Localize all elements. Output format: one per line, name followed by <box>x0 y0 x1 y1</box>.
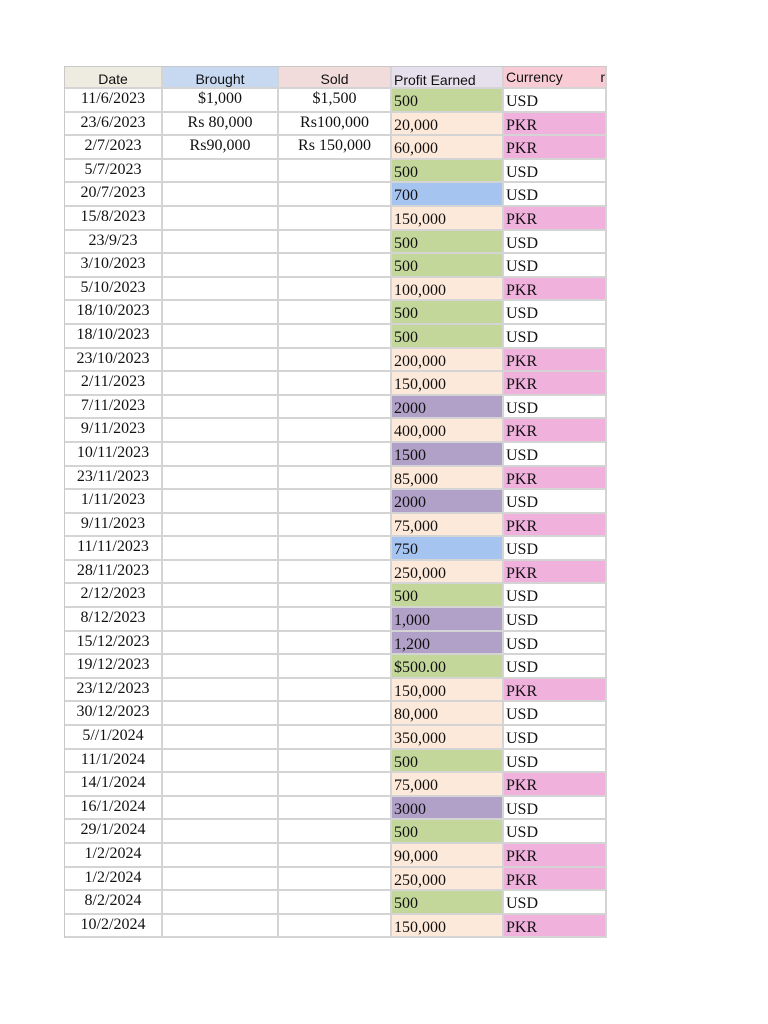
cell-currency[interactable]: USD <box>504 396 607 418</box>
cell-brought[interactable] <box>163 915 279 937</box>
cell-sold[interactable] <box>279 325 392 347</box>
cell-profit-earned[interactable]: 100,000 <box>392 278 504 300</box>
cell-currency[interactable]: PKR <box>504 113 607 135</box>
cell-date[interactable]: 11/6/2023 <box>65 89 163 111</box>
cell-profit-earned[interactable]: 400,000 <box>392 419 504 441</box>
cell-currency[interactable]: PKR <box>504 561 607 583</box>
cell-profit-earned[interactable]: 500 <box>392 254 504 276</box>
cell-brought[interactable] <box>163 301 279 323</box>
cell-brought[interactable] <box>163 632 279 654</box>
cell-date[interactable]: 18/10/2023 <box>65 325 163 347</box>
header-row <box>65 66 607 89</box>
cell-sold[interactable]: Rs100,000 <box>279 113 392 135</box>
header-profit-earned[interactable]: Profit Earned <box>392 67 504 87</box>
cell-date[interactable]: 23/10/2023 <box>65 349 163 371</box>
cell-currency[interactable]: USD <box>504 490 607 512</box>
cell-currency[interactable]: USD <box>504 891 607 913</box>
header-truncated-next-column: r <box>600 69 605 85</box>
table-row <box>65 183 607 207</box>
cell-brought[interactable] <box>163 891 279 913</box>
table-row <box>65 561 607 585</box>
cell-date[interactable]: 7/11/2023 <box>65 396 163 418</box>
cell-currency[interactable]: USD <box>504 632 607 654</box>
spreadsheet-table <box>64 66 607 938</box>
cell-sold[interactable] <box>279 844 392 866</box>
table-row <box>65 726 607 750</box>
table-row <box>65 537 607 561</box>
cell-sold[interactable] <box>279 254 392 276</box>
cell-sold[interactable] <box>279 561 392 583</box>
cell-currency[interactable]: PKR <box>504 844 607 866</box>
cell-brought[interactable]: Rs90,000 <box>163 136 279 158</box>
cell-sold[interactable] <box>279 278 392 300</box>
cell-profit-earned[interactable]: 85,000 <box>392 467 504 489</box>
cell-date[interactable]: 23/6/2023 <box>65 113 163 135</box>
cell-brought[interactable] <box>163 349 279 371</box>
cell-profit-earned[interactable]: 75,000 <box>392 773 504 795</box>
cell-currency[interactable]: PKR <box>504 514 607 536</box>
table-row <box>65 372 607 396</box>
cell-profit-earned[interactable]: 500 <box>392 89 504 111</box>
cell-brought[interactable] <box>163 467 279 489</box>
cell-brought[interactable]: Rs 80,000 <box>163 113 279 135</box>
cell-currency[interactable]: USD <box>504 183 607 205</box>
cell-brought[interactable] <box>163 160 279 182</box>
cell-brought[interactable] <box>163 868 279 890</box>
cell-profit-earned[interactable]: 150,000 <box>392 207 504 229</box>
cell-sold[interactable] <box>279 891 392 913</box>
cell-sold[interactable] <box>279 608 392 630</box>
cell-sold[interactable]: Rs 150,000 <box>279 136 392 158</box>
cell-profit-earned[interactable]: 500 <box>392 301 504 323</box>
table-row <box>65 325 607 349</box>
cell-profit-earned[interactable]: 3000 <box>392 797 504 819</box>
cell-currency[interactable]: PKR <box>504 372 607 394</box>
cell-date[interactable]: 28/11/2023 <box>65 561 163 583</box>
table-row <box>65 419 607 443</box>
table-row <box>65 750 607 774</box>
table-row <box>65 89 607 113</box>
table-row <box>65 113 607 137</box>
cell-brought[interactable] <box>163 419 279 441</box>
cell-profit-earned[interactable]: 1500 <box>392 443 504 465</box>
cell-date[interactable]: 14/1/2024 <box>65 773 163 795</box>
cell-date[interactable]: 30/12/2023 <box>65 702 163 724</box>
cell-currency[interactable]: USD <box>504 608 607 630</box>
table-row <box>65 844 607 868</box>
cell-date[interactable]: 16/1/2024 <box>65 797 163 819</box>
table-row <box>65 349 607 373</box>
cell-brought[interactable] <box>163 679 279 701</box>
table-row <box>65 396 607 420</box>
cell-sold[interactable] <box>279 726 392 748</box>
table-row <box>65 915 607 939</box>
cell-profit-earned[interactable]: 250,000 <box>392 868 504 890</box>
cell-sold[interactable] <box>279 915 392 937</box>
table-row <box>65 278 607 302</box>
cell-sold[interactable] <box>279 396 392 418</box>
cell-profit-earned[interactable]: 150,000 <box>392 915 504 937</box>
cell-brought[interactable] <box>163 584 279 606</box>
cell-profit-earned[interactable]: 1,000 <box>392 608 504 630</box>
cell-currency[interactable]: USD <box>504 726 607 748</box>
cell-brought[interactable] <box>163 372 279 394</box>
cell-date[interactable]: 1/11/2023 <box>65 490 163 512</box>
cell-brought[interactable] <box>163 820 279 842</box>
cell-sold[interactable] <box>279 868 392 890</box>
cell-currency[interactable]: PKR <box>504 207 607 229</box>
cell-profit-earned[interactable]: 150,000 <box>392 679 504 701</box>
cell-profit-earned[interactable]: $500.00 <box>392 655 504 677</box>
cell-brought[interactable] <box>163 278 279 300</box>
cell-sold[interactable] <box>279 301 392 323</box>
cell-date[interactable]: 5//1/2024 <box>65 726 163 748</box>
table-row <box>65 301 607 325</box>
cell-currency[interactable]: USD <box>504 325 607 347</box>
data-rows <box>65 89 607 938</box>
cell-currency[interactable]: PKR <box>504 467 607 489</box>
cell-sold[interactable] <box>279 679 392 701</box>
cell-sold[interactable] <box>279 183 392 205</box>
cell-brought[interactable] <box>163 443 279 465</box>
cell-currency[interactable]: PKR <box>504 349 607 371</box>
cell-currency[interactable]: USD <box>504 160 607 182</box>
cell-sold[interactable] <box>279 820 392 842</box>
table-row <box>65 632 607 656</box>
cell-sold[interactable] <box>279 490 392 512</box>
cell-currency[interactable]: USD <box>504 750 607 772</box>
cell-brought[interactable] <box>163 608 279 630</box>
cell-sold[interactable] <box>279 655 392 677</box>
table-row <box>65 655 607 679</box>
cell-date[interactable]: 1/2/2024 <box>65 844 163 866</box>
cell-sold[interactable] <box>279 372 392 394</box>
cell-date[interactable]: 11/11/2023 <box>65 537 163 559</box>
cell-brought[interactable] <box>163 655 279 677</box>
cell-currency[interactable]: USD <box>504 89 607 111</box>
table-row <box>65 584 607 608</box>
cell-sold[interactable] <box>279 207 392 229</box>
cell-date[interactable]: 29/1/2024 <box>65 820 163 842</box>
cell-profit-earned[interactable]: 90,000 <box>392 844 504 866</box>
cell-brought[interactable] <box>163 207 279 229</box>
cell-date[interactable]: 11/1/2024 <box>65 750 163 772</box>
cell-profit-earned[interactable]: 500 <box>392 325 504 347</box>
header-currency[interactable] <box>504 67 607 87</box>
cell-currency[interactable]: USD <box>504 820 607 842</box>
cell-date[interactable]: 2/12/2023 <box>65 584 163 606</box>
cell-currency[interactable]: USD <box>504 443 607 465</box>
cell-date[interactable]: 15/8/2023 <box>65 207 163 229</box>
cell-brought[interactable] <box>163 561 279 583</box>
cell-date[interactable]: 10/11/2023 <box>65 443 163 465</box>
table-row <box>65 608 607 632</box>
cell-currency[interactable]: USD <box>504 231 607 253</box>
header-sold[interactable]: Sold <box>279 67 392 87</box>
cell-sold[interactable] <box>279 231 392 253</box>
cell-date[interactable]: 18/10/2023 <box>65 301 163 323</box>
cell-currency[interactable]: PKR <box>504 915 607 937</box>
cell-profit-earned[interactable]: 150,000 <box>392 372 504 394</box>
table-row <box>65 514 607 538</box>
cell-profit-earned[interactable]: 2000 <box>392 490 504 512</box>
cell-sold[interactable] <box>279 443 392 465</box>
cell-brought[interactable] <box>163 514 279 536</box>
cell-sold[interactable] <box>279 537 392 559</box>
cell-profit-earned[interactable]: 20,000 <box>392 113 504 135</box>
cell-currency[interactable]: USD <box>504 254 607 276</box>
cell-brought[interactable] <box>163 844 279 866</box>
table-row <box>65 797 607 821</box>
cell-brought[interactable] <box>163 750 279 772</box>
cell-date[interactable]: 23/12/2023 <box>65 679 163 701</box>
cell-date[interactable]: 23/11/2023 <box>65 467 163 489</box>
table-row <box>65 160 607 184</box>
cell-sold[interactable] <box>279 773 392 795</box>
cell-profit-earned[interactable]: 500 <box>392 584 504 606</box>
cell-currency[interactable]: USD <box>504 797 607 819</box>
cell-profit-earned[interactable]: 350,000 <box>392 726 504 748</box>
table-row <box>65 702 607 726</box>
cell-profit-earned[interactable]: 250,000 <box>392 561 504 583</box>
cell-date[interactable]: 8/12/2023 <box>65 608 163 630</box>
cell-date[interactable]: 15/12/2023 <box>65 632 163 654</box>
table-row <box>65 467 607 491</box>
cell-brought[interactable] <box>163 537 279 559</box>
cell-sold[interactable] <box>279 349 392 371</box>
cell-brought[interactable] <box>163 490 279 512</box>
cell-currency[interactable]: PKR <box>504 278 607 300</box>
table-row <box>65 207 607 231</box>
cell-brought[interactable] <box>163 396 279 418</box>
cell-date[interactable]: 9/11/2023 <box>65 419 163 441</box>
cell-sold[interactable] <box>279 797 392 819</box>
cell-profit-earned[interactable]: 80,000 <box>392 702 504 724</box>
cell-currency[interactable]: PKR <box>504 136 607 158</box>
cell-profit-earned[interactable]: 75,000 <box>392 514 504 536</box>
cell-date[interactable]: 23/9/23 <box>65 231 163 253</box>
cell-date[interactable]: 2/7/2023 <box>65 136 163 158</box>
table-row <box>65 891 607 915</box>
cell-brought[interactable] <box>163 231 279 253</box>
cell-profit-earned[interactable]: 750 <box>392 537 504 559</box>
cell-sold[interactable] <box>279 160 392 182</box>
cell-sold[interactable] <box>279 467 392 489</box>
cell-sold[interactable] <box>279 750 392 772</box>
cell-sold[interactable] <box>279 702 392 724</box>
cell-profit-earned[interactable]: 60,000 <box>392 136 504 158</box>
cell-profit-earned[interactable]: 500 <box>392 891 504 913</box>
cell-brought[interactable] <box>163 325 279 347</box>
cell-currency[interactable]: USD <box>504 584 607 606</box>
cell-sold[interactable] <box>279 632 392 654</box>
cell-brought[interactable] <box>163 254 279 276</box>
cell-date[interactable]: 10/2/2024 <box>65 915 163 937</box>
table-row <box>65 820 607 844</box>
cell-profit-earned[interactable]: 2000 <box>392 396 504 418</box>
cell-date[interactable]: 19/12/2023 <box>65 655 163 677</box>
cell-profit-earned[interactable]: 500 <box>392 750 504 772</box>
table-row <box>65 679 607 703</box>
cell-date[interactable]: 1/2/2024 <box>65 868 163 890</box>
cell-profit-earned[interactable]: 500 <box>392 231 504 253</box>
cell-sold[interactable]: $1,500 <box>279 89 392 111</box>
cell-brought[interactable] <box>163 773 279 795</box>
table-row <box>65 136 607 160</box>
cell-profit-earned[interactable]: 700 <box>392 183 504 205</box>
cell-date[interactable]: 9/11/2023 <box>65 514 163 536</box>
cell-sold[interactable] <box>279 514 392 536</box>
cell-currency[interactable]: USD <box>504 537 607 559</box>
cell-date[interactable]: 5/10/2023 <box>65 278 163 300</box>
cell-currency[interactable]: PKR <box>504 679 607 701</box>
cell-date[interactable]: 2/11/2023 <box>65 372 163 394</box>
cell-profit-earned[interactable]: 200,000 <box>392 349 504 371</box>
cell-currency[interactable]: PKR <box>504 773 607 795</box>
header-brought[interactable]: Brought <box>163 67 279 87</box>
cell-sold[interactable] <box>279 584 392 606</box>
table-row <box>65 443 607 467</box>
cell-sold[interactable] <box>279 419 392 441</box>
cell-brought[interactable] <box>163 183 279 205</box>
cell-brought[interactable] <box>163 702 279 724</box>
cell-currency[interactable]: USD <box>504 301 607 323</box>
cell-date[interactable]: 8/2/2024 <box>65 891 163 913</box>
cell-brought[interactable] <box>163 726 279 748</box>
cell-date[interactable]: 20/7/2023 <box>65 183 163 205</box>
cell-brought[interactable]: $1,000 <box>163 89 279 111</box>
cell-profit-earned[interactable]: 1,200 <box>392 632 504 654</box>
header-currency-label: Currency <box>506 69 563 85</box>
cell-currency[interactable]: PKR <box>504 868 607 890</box>
table-row <box>65 773 607 797</box>
table-row <box>65 254 607 278</box>
table-row <box>65 231 607 255</box>
cell-date[interactable]: 5/7/2023 <box>65 160 163 182</box>
table-row <box>65 868 607 892</box>
cell-brought[interactable] <box>163 797 279 819</box>
cell-date[interactable]: 3/10/2023 <box>65 254 163 276</box>
cell-currency[interactable]: PKR <box>504 419 607 441</box>
table-row <box>65 490 607 514</box>
cell-profit-earned[interactable]: 500 <box>392 160 504 182</box>
cell-profit-earned[interactable]: 500 <box>392 820 504 842</box>
header-date[interactable]: Date <box>65 67 163 87</box>
cell-currency[interactable]: USD <box>504 655 607 677</box>
cell-currency[interactable]: USD <box>504 702 607 724</box>
